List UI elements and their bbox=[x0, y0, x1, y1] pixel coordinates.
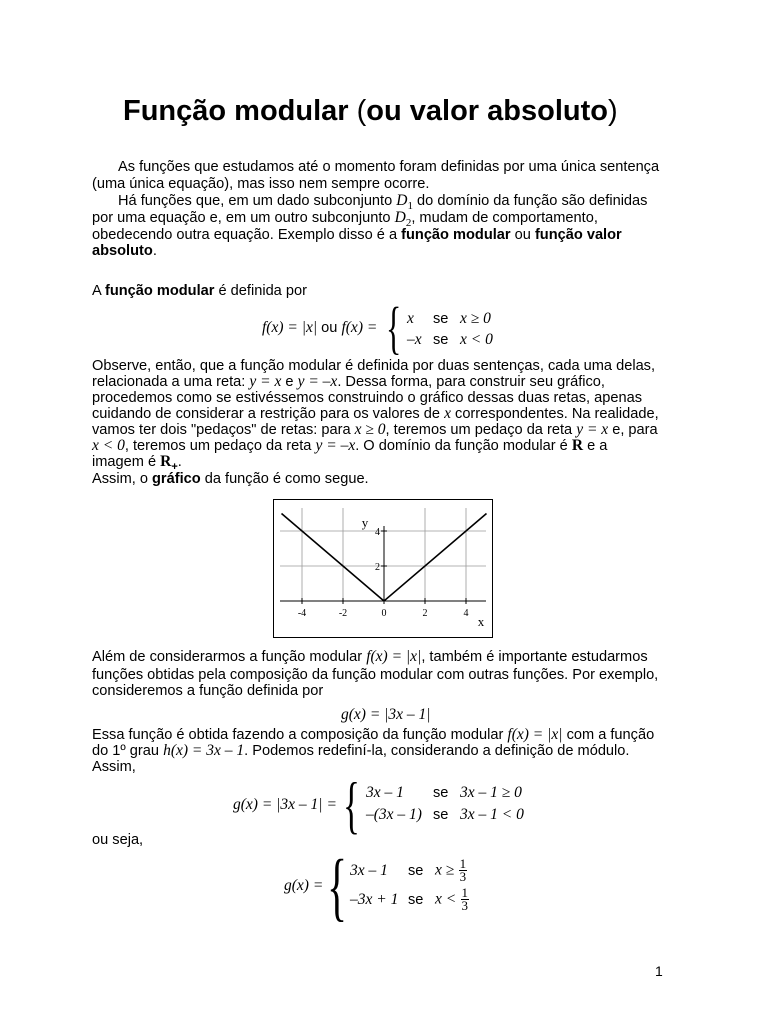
text-span: correspondentes. Na realidade, bbox=[450, 406, 659, 422]
fraction-one-third bbox=[459, 858, 468, 883]
math-inline: x < 0 bbox=[92, 437, 125, 454]
fraction-one-third bbox=[461, 887, 470, 912]
bold-term: função modular bbox=[401, 227, 511, 243]
left-brace: { bbox=[343, 769, 360, 840]
case-se: se bbox=[433, 785, 449, 801]
math-d1-letter: D bbox=[396, 192, 408, 209]
math-inline: y = x bbox=[576, 421, 609, 438]
y-tick-label: 2 bbox=[375, 562, 380, 573]
left-brace: { bbox=[386, 295, 402, 360]
text-span: , teremos um pedaço da reta bbox=[124, 438, 316, 454]
text-span: . Dessa forma, para construir seu gráfico, bbox=[337, 374, 605, 390]
text-span: Assim, o bbox=[92, 471, 153, 487]
composition-line-5 bbox=[92, 743, 692, 759]
g-definition: g(x) = |3x – 1| bbox=[341, 706, 431, 723]
text-span: da função é como segue. bbox=[200, 471, 369, 487]
math-f: f(x) = bbox=[341, 319, 378, 336]
case-expr: –x bbox=[407, 331, 422, 348]
x-axis-label: x bbox=[477, 614, 485, 629]
math-inline: x bbox=[444, 405, 451, 422]
g-piecewise-lhs: g(x) = |3x – 1| = bbox=[233, 796, 337, 813]
case-se: se bbox=[433, 807, 449, 823]
frac-den: 3 bbox=[461, 898, 469, 913]
observe-line-5 bbox=[92, 422, 692, 438]
frac-num: 1 bbox=[459, 856, 467, 871]
math-inline: y = –x bbox=[297, 373, 338, 390]
math-inline: f(x) = |x| bbox=[507, 726, 563, 743]
math-d1 bbox=[396, 192, 413, 213]
observe-line-1: Observe, então, que a função modular é definida por duas sentenças, cada uma delas, bbox=[92, 358, 656, 374]
title-paren-close: ) bbox=[607, 95, 618, 127]
case-se: se bbox=[433, 311, 449, 327]
text-span: e bbox=[281, 374, 298, 390]
text-span: . O domínio da função modular é bbox=[355, 438, 572, 454]
case-expr: –(3x – 1) bbox=[366, 806, 422, 823]
x-tick-label: 4 bbox=[463, 608, 469, 619]
case-cond: 3x – 1 < 0 bbox=[460, 806, 524, 823]
bold-term: absoluto bbox=[92, 243, 153, 259]
composition-line-6: Assim, bbox=[92, 759, 136, 775]
composition-line-2: funções obtidas pela composição da função modular com outras funções. Por exemplo, bbox=[92, 667, 659, 683]
y-axis-label: y bbox=[361, 515, 369, 530]
title-main: Função modular bbox=[123, 95, 349, 127]
math-inline: h(x) = 3x – 1 bbox=[163, 742, 245, 759]
text-span: vamos ter dois "pedaços" de retas: para bbox=[92, 422, 355, 438]
x-tick-label: -4 bbox=[297, 608, 307, 619]
text-span: , também é importante estudarmos bbox=[421, 649, 648, 665]
text-span: Essa função é obtida fazendo a composição da função modular bbox=[92, 727, 508, 743]
text-span: . Podemos redefiní-la, considerando a definição de módulo. bbox=[244, 743, 630, 759]
observe-line-6 bbox=[92, 438, 692, 454]
title-paren-open: ( bbox=[348, 95, 367, 127]
y-tick-label: 4 bbox=[375, 527, 380, 538]
definition-case-1 bbox=[407, 310, 491, 328]
g-case-1 bbox=[366, 784, 522, 802]
text-span: é definida por bbox=[214, 283, 307, 299]
case-cond: x < 0 bbox=[460, 331, 493, 348]
definition-lhs bbox=[262, 319, 377, 337]
case-cond: x < bbox=[435, 890, 457, 908]
bold-term: gráfico bbox=[152, 471, 201, 487]
math-inline: f(x) = |x| bbox=[366, 648, 422, 665]
page-title bbox=[123, 95, 618, 128]
x-tick-label: 2 bbox=[422, 608, 428, 619]
math-inline: y = x bbox=[249, 373, 282, 390]
case-cond: x ≥ 0 bbox=[460, 310, 491, 327]
text-span: ou bbox=[510, 227, 535, 243]
page-number: 1 bbox=[655, 963, 663, 979]
g2-piecewise-lhs: g(x) = bbox=[284, 877, 324, 894]
case-cond: x ≥ bbox=[435, 861, 455, 879]
text-span: e, para bbox=[608, 422, 658, 438]
math-reals: R bbox=[160, 453, 172, 470]
text-span: Há funções que, em um dado subconjunto bbox=[118, 193, 397, 209]
definition-case-2 bbox=[407, 331, 493, 349]
math-f-abs: f(x) = |x| bbox=[262, 319, 318, 336]
composition-line-4 bbox=[92, 727, 692, 743]
observe-line-4 bbox=[92, 406, 692, 422]
observe-line-2 bbox=[92, 374, 692, 390]
text-span: relacionada a uma reta: bbox=[92, 374, 250, 390]
text-span: cuidando de considerar a restrição para os valores de bbox=[92, 406, 445, 422]
case-cond: 3x – 1 ≥ 0 bbox=[460, 784, 522, 801]
text-span: do domínio da função são definidas bbox=[412, 193, 648, 209]
intro-p2-line3 bbox=[92, 227, 692, 243]
case-expr: x bbox=[407, 310, 414, 327]
composition-line-1 bbox=[92, 649, 692, 665]
graph-frame bbox=[273, 499, 493, 638]
text-span: imagem é bbox=[92, 454, 161, 470]
math-reals: R bbox=[571, 437, 584, 454]
left-brace: { bbox=[327, 845, 348, 929]
math-d1-sub: 1 bbox=[407, 200, 413, 213]
math-d2 bbox=[394, 209, 412, 230]
text-span: , teremos um pedaço da reta bbox=[385, 422, 577, 438]
composition-line-3: consideremos a função definida por bbox=[92, 683, 324, 699]
text-span: Além de considerarmos a função modular bbox=[92, 649, 367, 665]
text-span: . bbox=[177, 454, 182, 470]
case-se: se bbox=[408, 891, 424, 908]
g2-case-1 bbox=[350, 858, 467, 883]
intro-p1-line1: As funções que estudamos até o momento foram definidas por uma única sentença bbox=[118, 159, 660, 175]
bold-term: função modular bbox=[104, 283, 215, 299]
math-inline: x ≥ 0 bbox=[354, 421, 386, 438]
math-d2-sub: 2 bbox=[405, 217, 412, 230]
math-d2-letter: D bbox=[394, 209, 406, 226]
observe-line-8 bbox=[92, 471, 692, 487]
frac-num: 1 bbox=[461, 885, 469, 900]
math-inline: y = –x bbox=[315, 437, 356, 454]
frac-den: 3 bbox=[459, 869, 467, 884]
abs-function-chart bbox=[274, 500, 491, 636]
case-se: se bbox=[433, 332, 449, 348]
intro-p2-line4 bbox=[92, 243, 692, 259]
text-span: por uma equação e, em um outro subconjunto bbox=[92, 210, 395, 226]
math-reals-sub: + bbox=[171, 460, 178, 473]
text-span: e a bbox=[583, 438, 608, 454]
observe-line-3: procedemos como se estivéssemos construindo o gráfico dessas duas retas, apenas bbox=[92, 390, 642, 406]
intro-p1-line2: (uma única equação), mas isso nem sempre ocorre. bbox=[92, 176, 430, 192]
bold-term: função valor bbox=[534, 227, 622, 243]
text-span: do 1º grau bbox=[92, 743, 164, 759]
text-span: ou bbox=[317, 320, 342, 336]
text-span: obedecendo outra equação. Exemplo disso é a bbox=[92, 227, 402, 243]
g2-case-2 bbox=[350, 887, 469, 912]
case-expr: 3x – 1 bbox=[366, 784, 404, 801]
text-span: A bbox=[92, 283, 105, 299]
text-span: com a função bbox=[562, 727, 655, 743]
x-tick-label: -2 bbox=[338, 608, 348, 619]
ou-seja: ou seja, bbox=[92, 832, 144, 848]
x-tick-label: 0 bbox=[381, 608, 387, 619]
case-expr: 3x – 1 bbox=[350, 861, 388, 879]
title-sub: ou valor absoluto bbox=[366, 95, 608, 127]
case-se: se bbox=[408, 862, 424, 879]
g-case-2 bbox=[366, 806, 524, 824]
case-expr: –3x + 1 bbox=[350, 890, 399, 908]
text-span: , mudam de comportamento, bbox=[411, 210, 598, 226]
text-span: . bbox=[152, 243, 157, 259]
